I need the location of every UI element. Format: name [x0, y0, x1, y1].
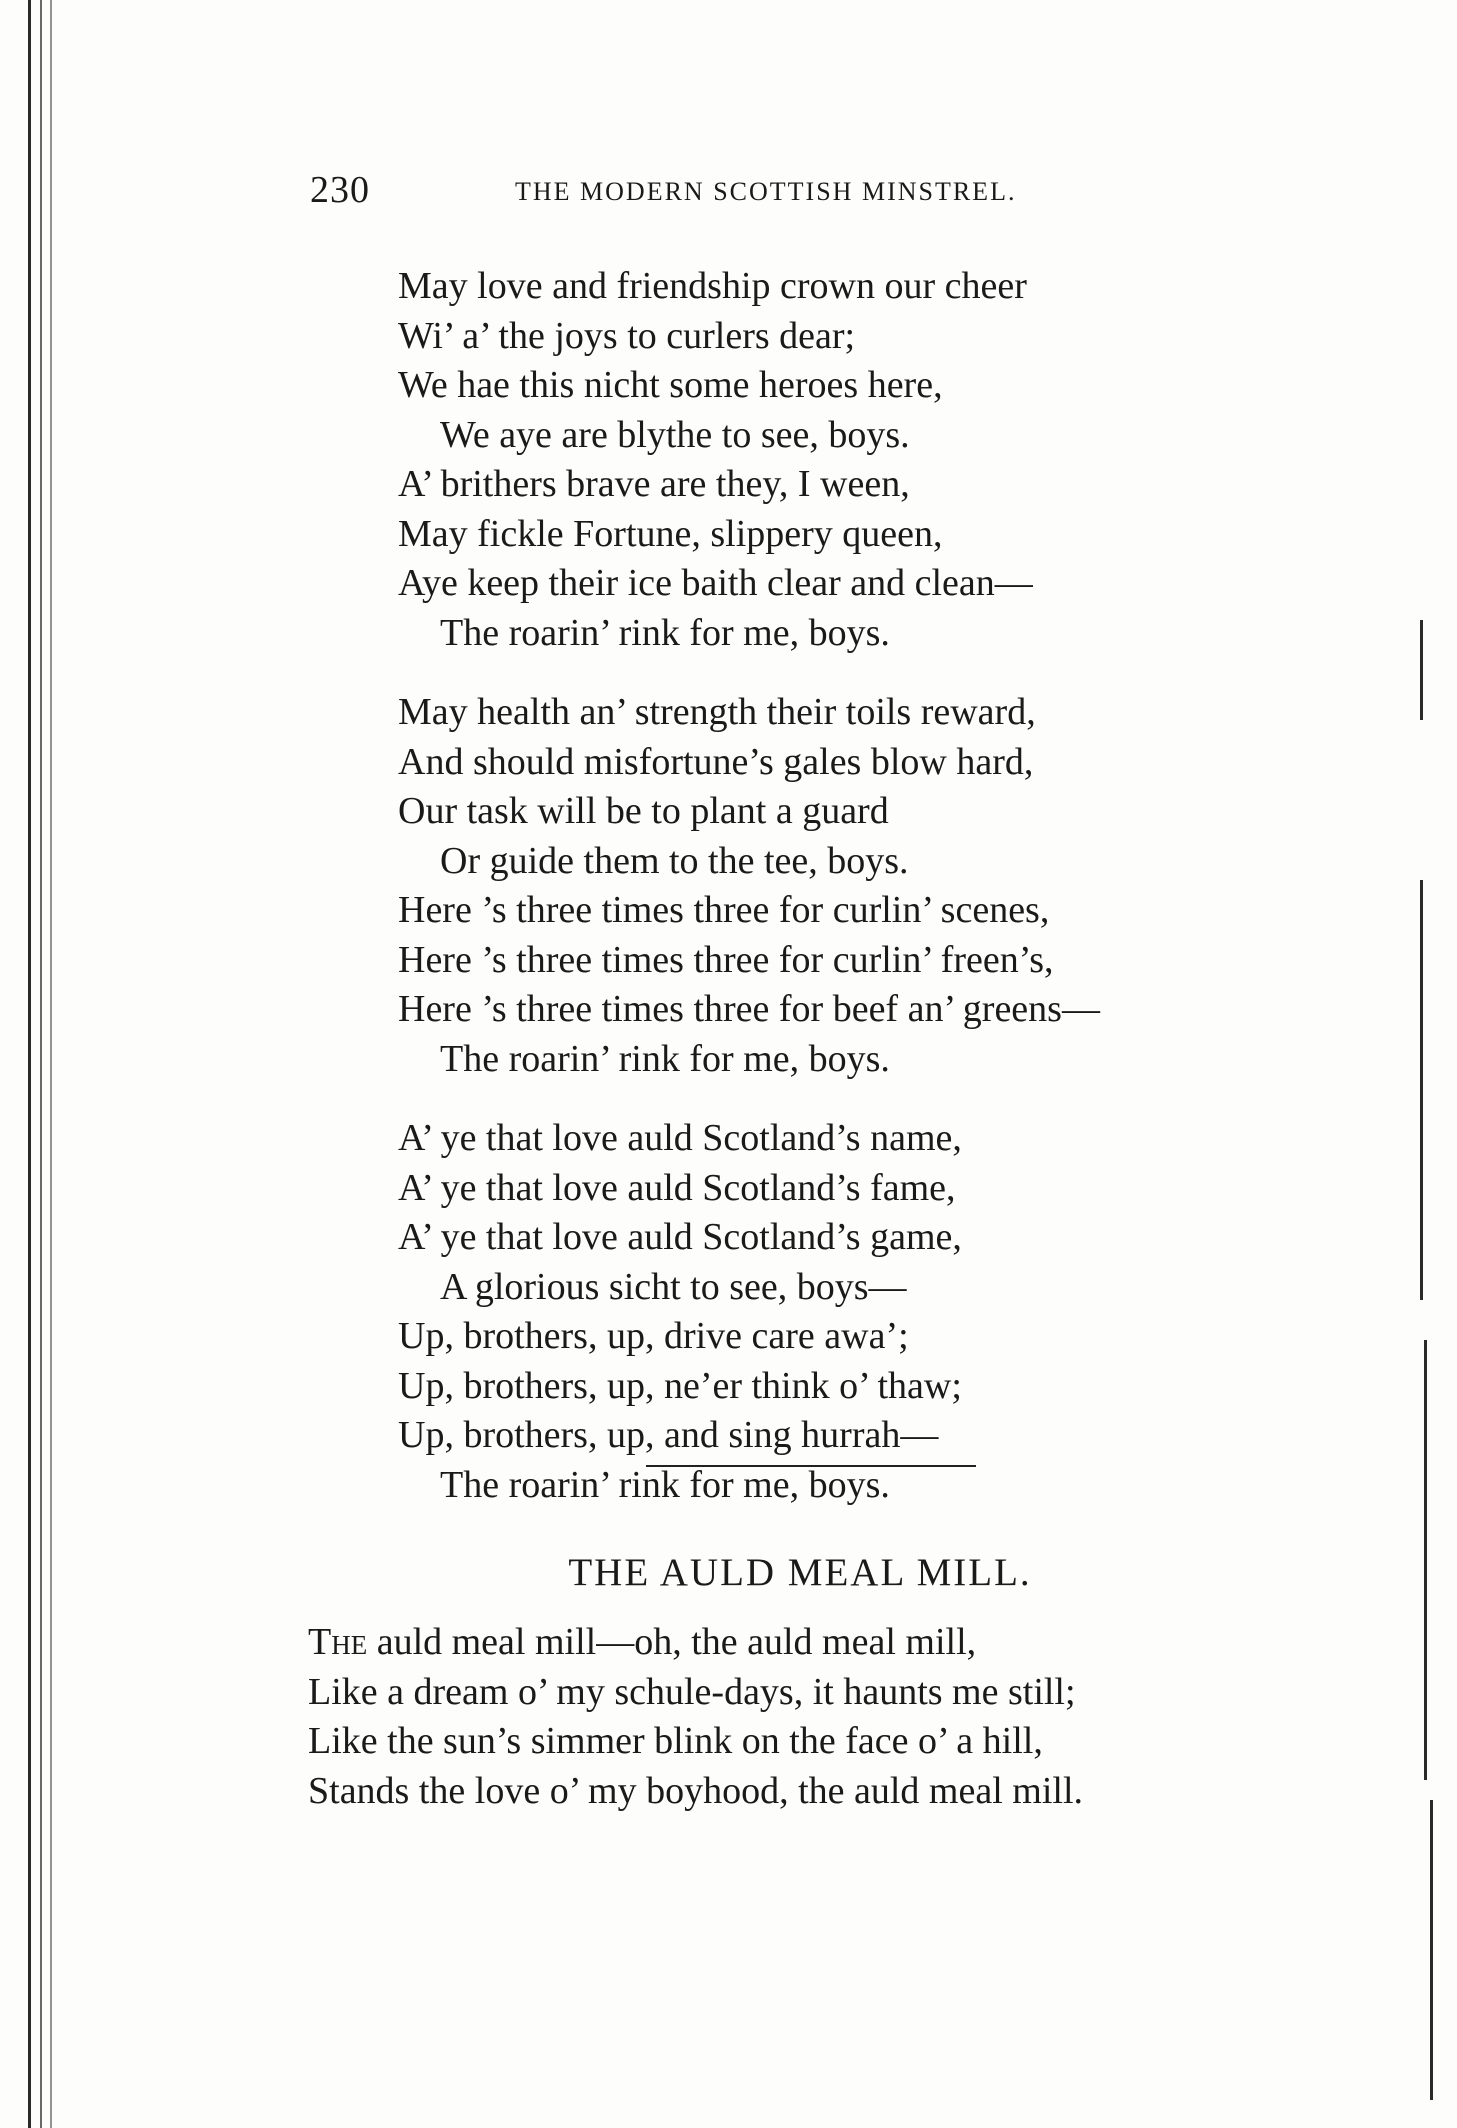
scan-edge-line — [50, 0, 52, 2128]
verse-line: Wi’ a’ the joys to curlers dear; — [398, 314, 856, 357]
scan-edge-line — [1424, 1340, 1427, 1780]
verse-line — [308, 1618, 1308, 1668]
stanza-1 — [398, 262, 1298, 658]
verse-line: Up, brothers, up, and sing hurrah— — [398, 1414, 939, 1456]
verse-line-text: auld meal mill—oh, the auld meal mill, — [367, 1621, 977, 1663]
stanza-3 — [398, 1114, 1298, 1510]
drop-word: The — [308, 1621, 368, 1663]
verse-line: A’ brithers brave are they, I ween, — [398, 463, 910, 505]
scan-edge-line — [40, 0, 42, 2128]
verse-line: Here ’s three times three for curlin’ freen’s, — [398, 938, 1054, 981]
scan-edge-line — [1420, 880, 1423, 1300]
verse-line: Our task will be to plant a guard — [398, 790, 889, 832]
verse-line: A’ ye that love auld Scotland’s name, — [398, 1117, 962, 1159]
scan-edge-line — [1430, 1800, 1433, 2100]
verse-line: May fickle Fortune, slippery queen, — [398, 512, 943, 555]
verse-line: Aye keep their ice baith clear and clean— — [398, 562, 1033, 604]
verse-line: The roarin’ rink for me, boys. — [440, 1037, 890, 1080]
section-divider — [646, 1465, 976, 1467]
poem-title: THE AULD MEAL MILL. — [568, 1551, 1032, 1594]
verse-line: A glorious sicht to see, boys— — [440, 1265, 907, 1308]
stanza-2 — [398, 688, 1298, 1084]
scan-edge-line — [28, 0, 31, 2128]
verse-line: Like a dream o’ my schule-days, it haunts me still; — [308, 1670, 1076, 1713]
verse-line: Here ’s three times three for beef an’ greens— — [398, 988, 1100, 1030]
running-title: THE MODERN SCOTTISH MINSTREL. — [515, 177, 1017, 206]
verse-line: Up, brothers, up, drive care awa’; — [398, 1315, 909, 1357]
verse-line: May health an’ strength their toils reward, — [398, 691, 1036, 733]
verse-line: Stands the love o’ my boyhood, the auld meal mill. — [308, 1769, 1084, 1812]
verse-line: The roarin’ rink for me, boys. — [440, 1463, 890, 1506]
verse-line: May love and friendship crown our cheer — [398, 265, 1027, 307]
verse-line: Like the sun’s simmer blink on the face o’ a hill, — [308, 1720, 1043, 1762]
poem-body — [308, 1618, 1308, 1816]
page-number: 230 — [310, 169, 370, 211]
verse-line: A’ ye that love auld Scotland’s fame, — [398, 1166, 956, 1209]
verse-line: Here ’s three times three for curlin’ scenes, — [398, 889, 1050, 931]
verse-line: We hae this nicht some heroes here, — [398, 364, 943, 406]
verse-line: Up, brothers, up, ne’er think o’ thaw; — [398, 1364, 962, 1407]
verse-line: We aye are blythe to see, boys. — [440, 413, 910, 456]
scan-edge-line — [1420, 620, 1423, 720]
verse-line: A’ ye that love auld Scotland’s game, — [398, 1216, 962, 1258]
verse-line: And should misfortune’s gales blow hard, — [398, 740, 1034, 783]
verse-line: The roarin’ rink for me, boys. — [440, 611, 890, 654]
running-head — [300, 168, 1130, 211]
verse-line: Or guide them to the tee, boys. — [440, 839, 909, 882]
